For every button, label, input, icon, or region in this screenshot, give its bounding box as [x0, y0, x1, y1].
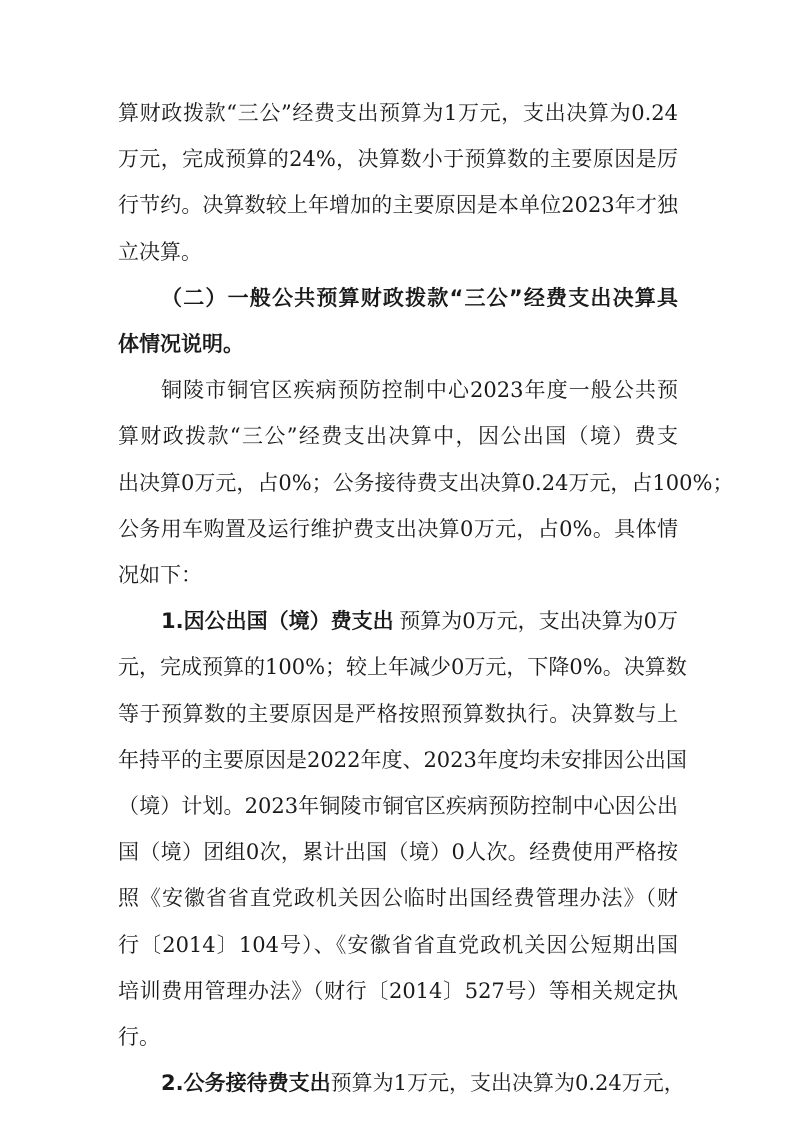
text-line: 算财政拨款“三公”经费支出决算中，因公出国（境）费支	[118, 424, 678, 449]
section-heading: （二）一般公共预算财政拨款“三公”经费支出决算具	[161, 285, 678, 310]
subsection-lead: 2.公务接待费支出	[161, 1071, 331, 1096]
text-line: 国（境）团组0次，累计出国（境）0人次。经费使用严格按	[118, 840, 678, 865]
text-line: 出决算0万元，占0%；公务接待费支出决算0.24万元，占100%；	[118, 470, 734, 495]
text-line: 行。	[118, 1025, 160, 1049]
text-line	[161, 1068, 685, 1096]
text-line: （境）计划。2023年铜陵市铜官区疾病预防控制中心因公出	[118, 794, 678, 818]
text-line: 行节约。决算数较上年增加的主要原因是本单位2023年才独	[118, 193, 678, 218]
text-line: 铜陵市铜官区疾病预防控制中心2023年度一般公共预	[161, 378, 678, 403]
text-line: 年持平的主要原因是2022年度、2023年度均未安排因公出国	[118, 747, 687, 772]
text-line: 行〔2014〕104号）、《安徽省省直党政机关因公短期出国	[118, 932, 678, 957]
text-line: 培训费用管理办法》（财行〔2014〕527号）等相关规定执	[118, 978, 678, 1003]
text-line: 立决算。	[118, 239, 202, 264]
text-line: 公务用车购置及运行维护费支出决算0万元，占0%。具体情	[118, 516, 678, 541]
text-fragment: 预算为0万元，支出决算为0万	[399, 609, 678, 634]
text-line: 算财政拨款“三公”经费支出预算为1万元，支出决算为0.24	[118, 101, 678, 125]
section-heading: 体情况说明。	[118, 332, 244, 356]
text-line	[161, 606, 678, 636]
text-line: 元，完成预算的100%；较上年减少0万元，下降0%。决算数	[118, 655, 687, 680]
subsection-lead: 1.因公出国（境）费支出	[161, 609, 394, 634]
text-line: 万元，完成预算的24%，决算数小于预算数的主要原因是厉	[118, 147, 678, 172]
text-fragment: 预算为1万元，支出决算为0.24万元，	[330, 1071, 685, 1096]
text-line: 照《安徽省省直党政机关因公临时出国经费管理办法》（财	[118, 886, 678, 911]
text-line: 等于预算数的主要原因是严格按照预算数执行。决算数与上	[118, 701, 678, 726]
text-line: 况如下：	[118, 563, 202, 587]
